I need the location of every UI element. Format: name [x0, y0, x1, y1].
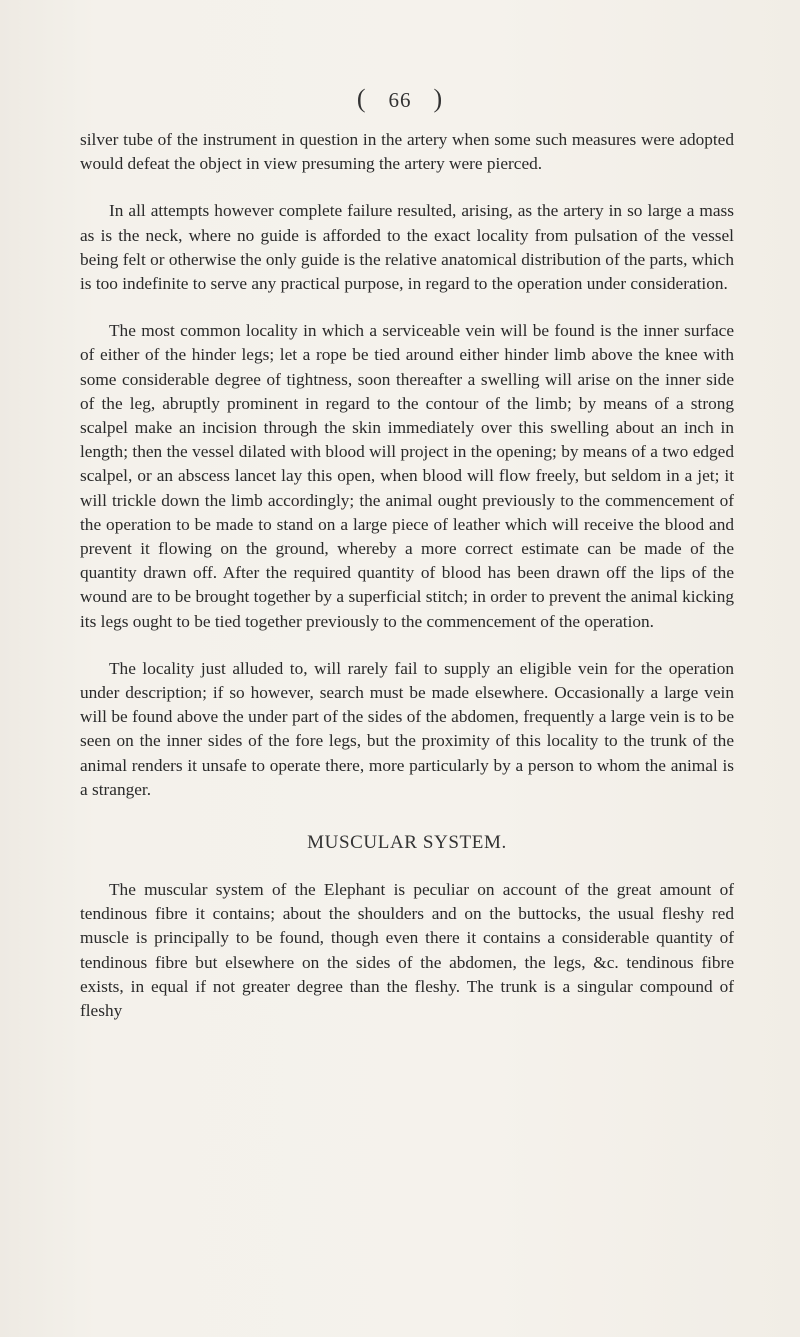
paragraph: In all attempts however complete failure resulted, arising, as the artery in so large a mass as is the neck, where no guide is afforded to the exact locality from pulsation of the vessel being felt or otherwise the only guide is the relative anatomical distribution of the parts, which is too indefinite to serve any practical purpose, in regard to the operation under consideration.	[80, 201, 734, 294]
page-number-close-paren: )	[433, 84, 444, 113]
section-heading: MUSCULAR SYSTEM.	[307, 832, 507, 854]
page-number	[0, 84, 800, 114]
paragraph: The muscular system of the Elephant is peculiar on account of the great amount of tendinous fibre it contains; about the shoulders and on the buttocks, the usual fleshy red muscle is principally to be found, though even there it contains a considerable quantity of tendinous fibre but elsewhere on the sides of the abdomen, the legs, &c. tendinous fibre exists, in equal if not greater degree than the fleshy. The trunk is a singular compound of fleshy	[80, 880, 734, 1021]
paragraph: The locality just alluded to, will rarely fail to supply an eligible vein for the operation under description; if so however, search must be made elsewhere. Occasionally a large vein will be found above the under part of the sides of the abdomen, frequently a large vein is to be seen on the inner sides of the fore legs, but the proximity of this locality to the trunk of the animal renders it unsafe to operate there, more particularly by a person to whom the animal is a stranger.	[80, 658, 734, 799]
page-number-open-paren: (	[356, 84, 367, 113]
paragraph: The most common locality in which a serviceable vein will be found is the inner surface of either of the hinder legs; let a rope be tied around either hinder limb above the knee with some considerable degree of tightness, soon thereafter a swelling will arise on the inner side of the leg, abruptly prominent in regard to the contour of the limb; by means of a strong scalpel make an incision through the skin immediately over this swelling about an inch in length; then the vessel dilated with blood will project in the opening; by means of a two edged scalpel, or an abscess lancet lay this open, when blood will flow freely, but seldom in a jet; it will trickle down the limb accordingly; the animal ought previously to the commencement of the operation to be made to stand on a large piece of leather which will receive the blood and prevent it flowing on the ground, whereby a more correct estimate can be made of the quantity drawn off. After the required quantity of blood has been drawn off the lips of the wound are to be brought together by a superficial stitch; in order to prevent the animal kicking its legs ought to be tied together previously to the commencement of the operation.	[80, 321, 734, 631]
body-text	[80, 128, 734, 1046]
page-number-value: 66	[388, 88, 412, 112]
paragraph-continued: silver tube of the instrument in question in the artery when some such measures were adopted would defeat the object in view presuming the artery were pierced.	[80, 130, 734, 174]
